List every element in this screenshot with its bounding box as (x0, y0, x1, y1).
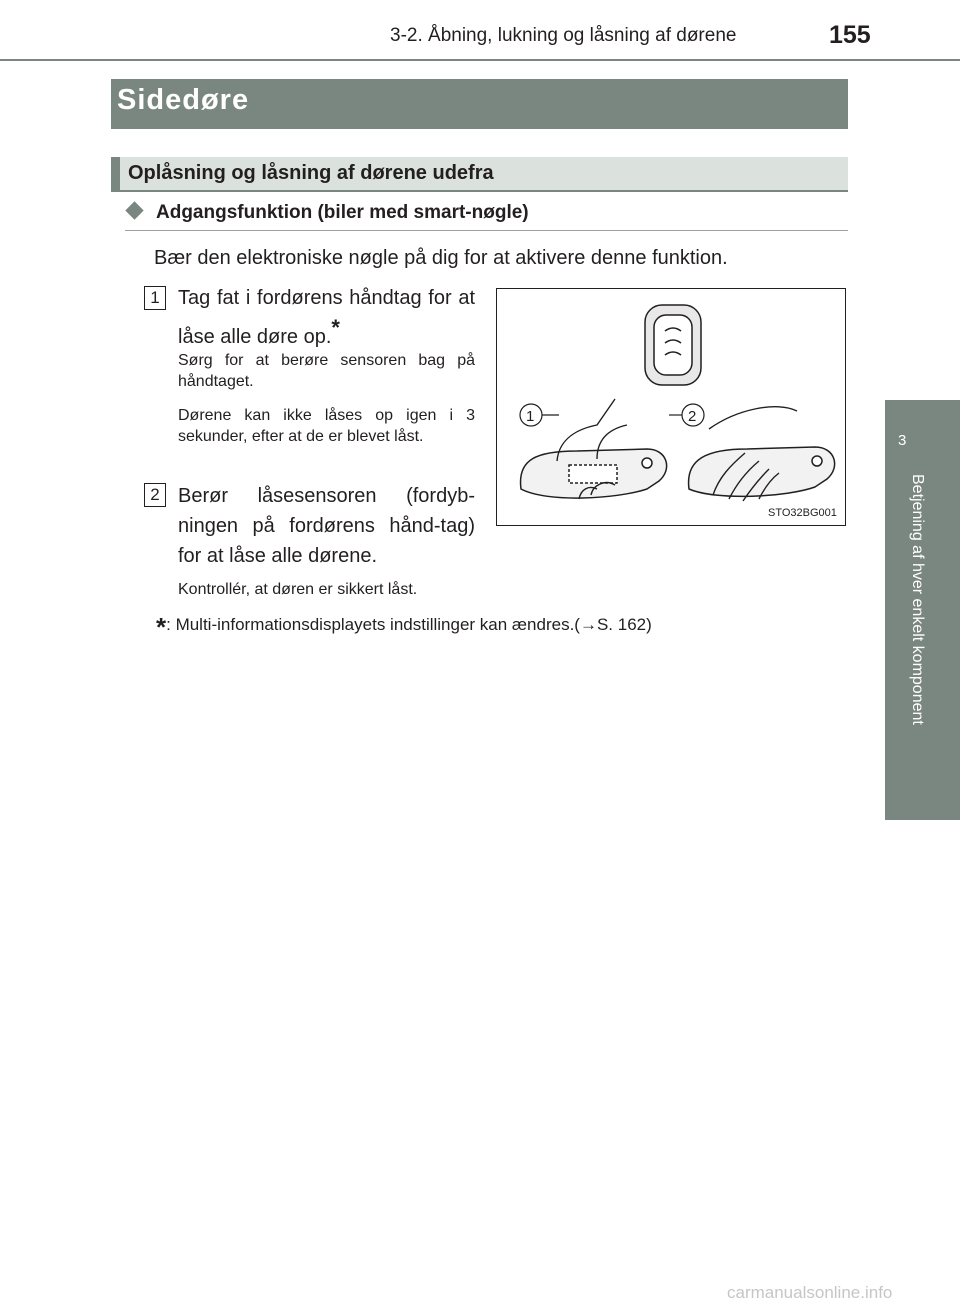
chapter-title: 3-2. Åbning, lukning og låsning af dørene (390, 25, 737, 46)
step-1-note-1: Sørg for at berøre sensoren bag på håndtaget. (178, 352, 475, 390)
step-number-1: 1 (144, 286, 166, 310)
asterisk-marker: * (331, 315, 340, 340)
step-number-2: 2 (144, 483, 166, 507)
figure-code: STO32BG001 (768, 507, 837, 519)
feature-title: Adgangsfunktion (biler med smart-nøgle) (156, 202, 529, 223)
subsection-accent (111, 157, 120, 190)
door-handle-illustration (496, 288, 846, 526)
step-1-note-2: Dørene kan ikke låses op igen i 3 sekunder, efter at de er blevet låst. (178, 407, 475, 445)
page-number: 155 (829, 21, 871, 49)
footnote (156, 612, 652, 643)
footnote-page-ref[interactable]: S. 162) (596, 615, 652, 634)
step-2-text: Berør låsesensoren (fordyb-ningen på fordørens hånd-tag) for at låse alle dørene. (178, 485, 475, 567)
header-divider (0, 59, 960, 61)
callout-2 (669, 404, 704, 426)
door-handle-right-icon (689, 447, 835, 496)
step-1-text (178, 283, 475, 352)
feature-divider (125, 230, 848, 231)
watermark: carmanualsonline.info (727, 1283, 893, 1302)
feature-intro: Bær den elektroniske nøgle på dig for at aktivere denne funktion. (154, 247, 728, 269)
callout-2-label: 2 (688, 408, 697, 425)
footnote-marker: * (156, 612, 167, 642)
section-title: Sidedøre (117, 84, 250, 116)
arrow-right-icon: → (579, 615, 597, 634)
smart-key-icon (645, 305, 701, 385)
step-2-note-1: Kontrollér, at døren er sikkert låst. (178, 581, 418, 598)
step-1-instruction: Tag fat i fordørens håndtag for at låse alle døre op. (178, 287, 475, 348)
diamond-bullet-icon (125, 201, 143, 219)
chapter-number: 3 (898, 432, 907, 449)
subsection-underline (111, 190, 848, 192)
footnote-text: : Multi-informationsdisplayets indstillinger kan ændres.( (166, 615, 580, 634)
callout-1-label: 1 (526, 408, 535, 425)
subsection-title: Oplåsning og låsning af dørene udefra (128, 162, 494, 184)
door-handle-left-icon (520, 449, 666, 498)
chapter-label: Betjening af hver enkelt komponent (909, 474, 926, 725)
illustration-drawing (497, 289, 847, 527)
